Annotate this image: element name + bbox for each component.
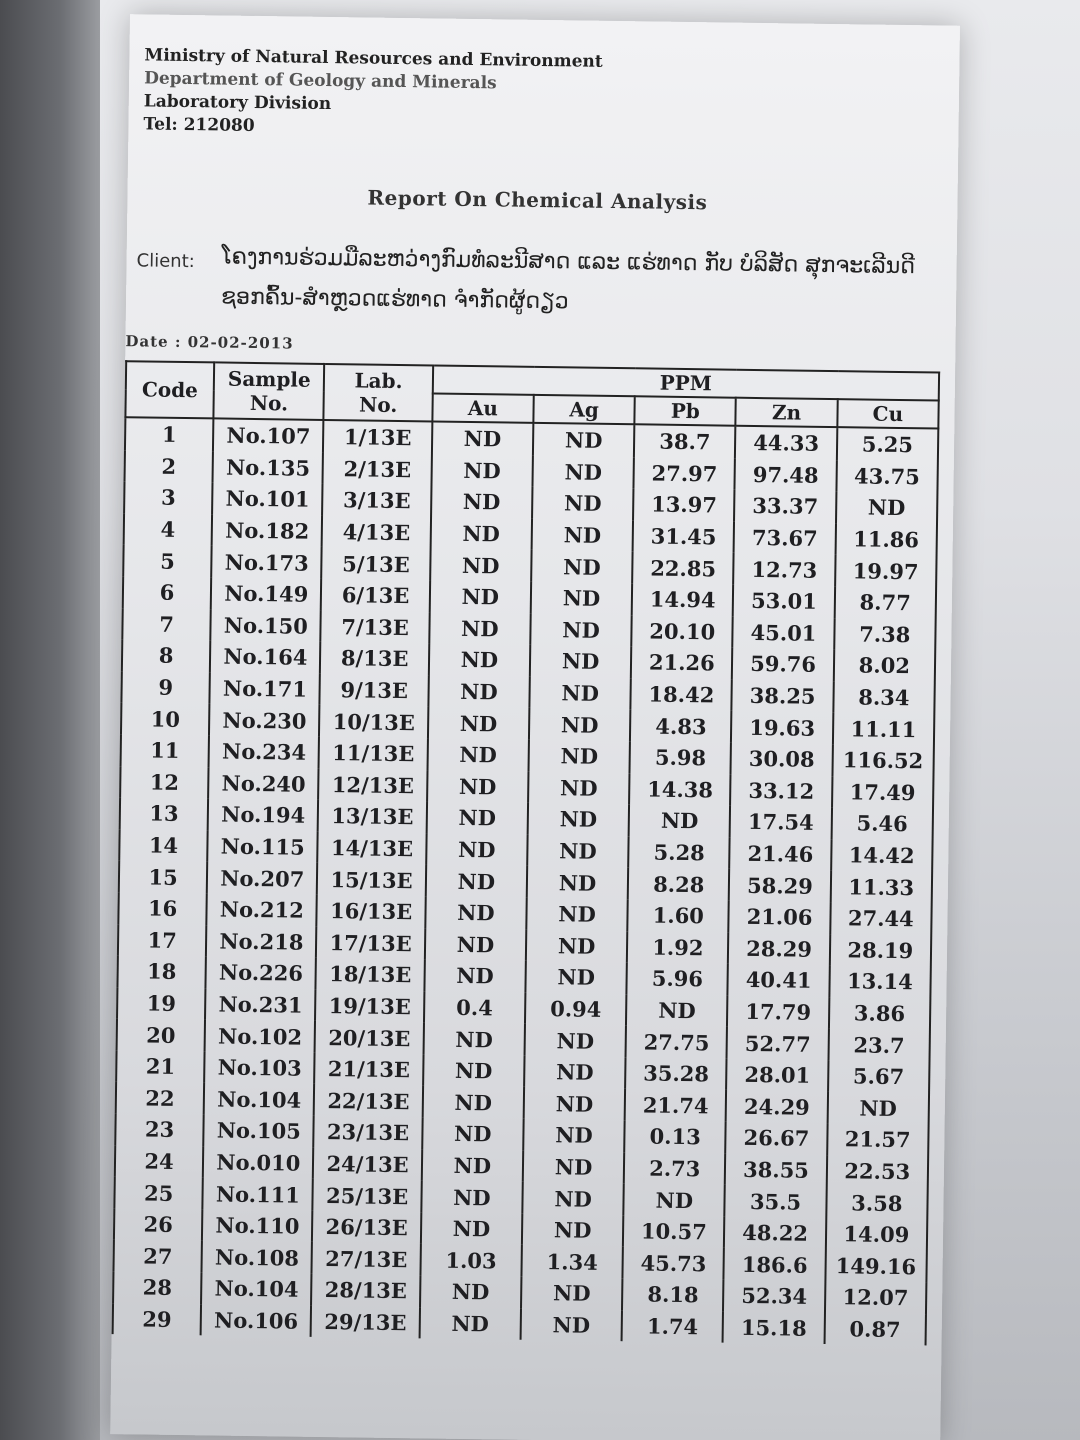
cell-zn: 38.25 [732, 679, 834, 712]
cell-pb: 20.10 [631, 615, 733, 648]
cell-ag: ND [521, 1277, 623, 1310]
cell-lab-no: 3/13E [323, 484, 432, 517]
cell-au: ND [421, 1212, 523, 1245]
cell-cu: 0.87 [824, 1313, 926, 1346]
cell-pb: 5.28 [628, 836, 730, 869]
cell-cu: 5.25 [837, 427, 939, 461]
cell-lab-no: 20/13E [315, 1021, 424, 1054]
cell-pb: 21.26 [631, 646, 733, 679]
cell-au: ND [429, 580, 531, 613]
cell-pb: 1.74 [622, 1310, 724, 1343]
cell-zn: 12.73 [734, 553, 836, 586]
cell-lab-no: 24/13E [313, 1148, 422, 1181]
cell-pb: 10.57 [623, 1215, 725, 1248]
cell-zn: 52.77 [727, 1027, 829, 1060]
cell-lab-no: 19/13E [315, 990, 424, 1023]
cell-lab-no: 10/13E [319, 705, 428, 738]
cell-au: ND [425, 928, 527, 961]
cell-ag: ND [522, 1214, 624, 1247]
cell-sample-no: No.106 [201, 1304, 312, 1337]
cell-lab-no: 16/13E [317, 895, 426, 928]
cell-zn: 26.67 [726, 1122, 828, 1155]
cell-code: 8 [122, 639, 211, 672]
cell-zn: 17.79 [727, 995, 829, 1028]
cell-code: 28 [113, 1271, 202, 1304]
cell-code: 5 [123, 545, 212, 578]
cell-sample-no: No.230 [209, 704, 320, 737]
cell-sample-no: No.107 [213, 418, 324, 452]
cell-au: ND [430, 549, 532, 582]
cell-au: ND [422, 1086, 524, 1119]
cell-lab-no: 28/13E [311, 1274, 420, 1307]
cell-zn: 59.76 [732, 648, 834, 681]
cell-lab-no: 5/13E [322, 547, 431, 580]
cell-cu: 23.7 [828, 1028, 930, 1061]
cell-sample-no: No.102 [205, 1020, 316, 1053]
header-sample-no [214, 362, 325, 420]
cell-zn: 21.06 [729, 901, 831, 934]
header-ppm: PPM [433, 365, 940, 400]
cell-au: ND [430, 517, 532, 550]
cell-ag: ND [528, 771, 630, 804]
cell-lab-no: 7/13E [321, 610, 430, 643]
cell-au: ND [419, 1307, 521, 1340]
cell-pb: 2.73 [624, 1152, 726, 1185]
cell-cu: 7.38 [834, 618, 936, 651]
cell-zn: 24.29 [726, 1090, 828, 1123]
telephone: Tel: 212080 [143, 114, 255, 136]
division-name: Laboratory Division [143, 91, 332, 115]
header-lab-line1: Lab. [354, 368, 403, 394]
cell-au: ND [424, 960, 526, 993]
cell-lab-no: 6/13E [321, 579, 430, 612]
cell-ag: ND [526, 929, 628, 962]
cell-pb: 13.97 [633, 488, 735, 521]
cell-code: 7 [122, 608, 211, 641]
cell-au: 0.4 [424, 991, 526, 1024]
cell-cu: 5.67 [828, 1060, 930, 1093]
header-code: Code [125, 361, 214, 418]
cell-code: 3 [124, 481, 213, 514]
header-lab-line2: No. [358, 392, 398, 417]
cell-ag: ND [531, 582, 633, 615]
cell-code: 15 [119, 860, 208, 893]
cell-code: 24 [115, 1145, 204, 1178]
cell-lab-no: 8/13E [320, 642, 429, 675]
cell-pb: 14.94 [632, 583, 734, 616]
cell-ag: ND [527, 835, 629, 868]
cell-ag: ND [529, 677, 631, 710]
cell-cu: 27.44 [830, 902, 932, 935]
client-label: Client: [136, 250, 195, 273]
cell-cu: 8.77 [834, 586, 936, 619]
cell-sample-no: No.226 [206, 956, 317, 989]
cell-pb: 5.98 [630, 741, 732, 774]
cell-ag: ND [532, 487, 634, 520]
cell-pb: 21.74 [625, 1089, 727, 1122]
cell-cu: 11.11 [833, 712, 935, 745]
header-lab-no [324, 364, 433, 422]
cell-zn: 52.34 [723, 1280, 825, 1313]
cell-sample-no: No.105 [203, 1114, 314, 1147]
cell-lab-no: 21/13E [315, 1053, 424, 1086]
cell-au: ND [422, 1117, 524, 1150]
cell-code: 10 [121, 702, 210, 735]
cell-zn: 33.12 [730, 774, 832, 807]
cell-sample-no: No.101 [212, 483, 323, 516]
cell-zn: 186.6 [724, 1248, 826, 1281]
cell-cu: 11.86 [835, 523, 937, 556]
cell-ag: ND [531, 550, 633, 583]
cell-lab-no: 13/13E [318, 800, 427, 833]
cell-cu: 5.46 [831, 807, 933, 840]
binder-edge [0, 0, 100, 1440]
cell-lab-no: 15/13E [317, 863, 426, 896]
header-au: Au [432, 393, 534, 422]
cell-sample-no: No.234 [209, 735, 320, 768]
cell-cu: 3.86 [829, 997, 931, 1030]
cell-zn: 73.67 [734, 521, 836, 554]
cell-lab-no: 4/13E [322, 516, 431, 549]
cell-pb: 8.18 [622, 1278, 724, 1311]
cell-code: 4 [124, 513, 213, 546]
cell-ag: ND [528, 803, 630, 836]
cell-cu: 3.58 [826, 1186, 928, 1219]
cell-pb: 18.42 [631, 678, 733, 711]
cell-ag: ND [524, 1056, 626, 1089]
cell-cu: 11.33 [830, 870, 932, 903]
cell-cu: 14.09 [826, 1218, 928, 1251]
cell-code: 2 [125, 450, 214, 483]
cell-ag: ND [532, 455, 634, 488]
report-page [110, 14, 960, 1440]
header-ag: Ag [533, 395, 635, 424]
cell-pb: 5.96 [627, 962, 729, 995]
cell-code: 20 [117, 1018, 206, 1051]
cell-cu: 12.07 [825, 1281, 927, 1314]
table-body [113, 417, 939, 1345]
cell-ag: ND [530, 613, 632, 646]
header-pb: Pb [635, 396, 737, 425]
cell-sample-no: No.212 [207, 893, 318, 926]
cell-lab-no: 18/13E [316, 958, 425, 991]
cell-au: ND [425, 865, 527, 898]
cell-pb: 22.85 [632, 552, 734, 585]
cell-cu: 21.57 [827, 1123, 929, 1156]
cell-ag: 1.34 [521, 1245, 623, 1278]
cell-lab-no: 27/13E [312, 1242, 421, 1275]
cell-cu: 116.52 [832, 744, 934, 777]
report-date: Date : 02-02-2013 [125, 332, 294, 353]
cell-cu: 17.49 [832, 776, 934, 809]
cell-cu: ND [836, 491, 938, 524]
cell-cu: 22.53 [826, 1155, 928, 1188]
cell-code: 16 [118, 892, 207, 925]
cell-code: 18 [117, 955, 206, 988]
cell-ag: ND [532, 519, 634, 552]
cell-au: ND [427, 770, 529, 803]
cell-ag: ND [521, 1308, 623, 1341]
cell-pb: 27.75 [626, 1026, 728, 1059]
cell-code: 22 [116, 1082, 205, 1115]
cell-zn: 33.37 [734, 490, 836, 523]
cell-ag: ND [525, 961, 627, 994]
cell-code: 13 [120, 797, 209, 830]
cell-sample-no: No.110 [202, 1209, 313, 1242]
cell-sample-no: No.115 [207, 830, 318, 863]
cell-sample-no: No.240 [208, 767, 319, 800]
cell-lab-no: 29/13E [311, 1305, 420, 1338]
cell-ag: ND [526, 898, 628, 931]
cell-lab-no: 11/13E [319, 737, 428, 770]
cell-sample-no: No.108 [202, 1241, 313, 1274]
cell-au: ND [422, 1149, 524, 1182]
cell-lab-no: 14/13E [318, 832, 427, 865]
cell-sample-no: No.171 [210, 672, 321, 705]
cell-au: ND [431, 454, 533, 487]
cell-ag: ND [530, 645, 632, 678]
cell-zn: 45.01 [733, 616, 835, 649]
cell-code: 21 [116, 1050, 205, 1083]
cell-pb: 0.13 [624, 1120, 726, 1153]
cell-sample-no: No.173 [211, 546, 322, 579]
cell-ag: ND [524, 1087, 626, 1120]
cell-pb: 8.28 [628, 868, 730, 901]
cell-pb: ND [624, 1183, 726, 1216]
cell-lab-no: 25/13E [313, 1179, 422, 1212]
cell-lab-no: 1/13E [323, 420, 432, 454]
header-zn: Zn [736, 398, 838, 427]
cell-cu: 28.19 [830, 934, 932, 967]
cell-ag: ND [529, 708, 631, 741]
cell-zn: 28.29 [728, 932, 830, 965]
cell-zn: 58.29 [729, 869, 831, 902]
cell-code: 29 [113, 1303, 202, 1336]
cell-code: 12 [120, 766, 209, 799]
cell-pb: 31.45 [633, 520, 735, 553]
cell-au: ND [429, 644, 531, 677]
header-sample-line1: Sample [227, 366, 311, 392]
report-title: Report On Chemical Analysis [367, 185, 708, 215]
cell-lab-no: 26/13E [312, 1211, 421, 1244]
cell-au: ND [429, 612, 531, 645]
cell-sample-no: No.231 [205, 988, 316, 1021]
cell-pb: 27.97 [634, 457, 736, 490]
cell-pb: ND [626, 994, 728, 1027]
cell-ag: ND [522, 1182, 624, 1215]
cell-au: ND [425, 896, 527, 929]
cell-pb: 14.38 [629, 773, 731, 806]
cell-sample-no: No.135 [213, 451, 324, 484]
cell-cu: 19.97 [835, 554, 937, 587]
cell-zn: 15.18 [723, 1311, 825, 1344]
analysis-table [112, 360, 941, 1346]
cell-au: ND [421, 1181, 523, 1214]
cell-sample-no: No.207 [207, 862, 318, 895]
cell-code: 26 [114, 1208, 203, 1241]
cell-zn: 35.5 [725, 1185, 827, 1218]
cell-pb: 35.28 [625, 1057, 727, 1090]
cell-cu: 8.02 [833, 649, 935, 682]
cell-lab-no: 2/13E [323, 453, 432, 486]
cell-pb: ND [629, 804, 731, 837]
cell-ag: ND [528, 740, 630, 773]
cell-sample-no: No.104 [201, 1272, 312, 1305]
cell-lab-no: 23/13E [314, 1116, 423, 1149]
cell-cu: 13.14 [829, 965, 931, 998]
cell-code: 19 [117, 987, 206, 1020]
cell-sample-no: No.111 [203, 1178, 314, 1211]
cell-cu: 8.34 [833, 681, 935, 714]
cell-code: 17 [118, 924, 207, 957]
cell-cu: 43.75 [836, 460, 938, 493]
cell-ag: ND [527, 866, 629, 899]
client-name: ໂຄງການຮ່ວມມືລະຫວ່າງກົມທໍລະນີສາດ ແລະ ແຮ່ທາດ ກັບ ບໍລິສັດ ສຸກຈະເລີນດີ ຊອກຄົ້ນ-ສຳຫຼວດແຮ່ທາດ ຈຳກັດຜູ້ດຽວ [220, 244, 916, 315]
cell-zn: 40.41 [728, 964, 830, 997]
cell-lab-no: 17/13E [316, 926, 425, 959]
cell-pb: 45.73 [623, 1247, 725, 1280]
department-name: Department of Geology and Minerals [144, 68, 497, 94]
cell-code: 9 [121, 671, 210, 704]
cell-ag: ND [523, 1119, 625, 1152]
cell-sample-no: No.149 [211, 577, 322, 610]
cell-code: 14 [119, 829, 208, 862]
cell-sample-no: No.010 [203, 1146, 314, 1179]
header-sample-line2: No. [249, 390, 289, 416]
cell-au: ND [423, 1023, 525, 1056]
cell-zn: 28.01 [727, 1059, 829, 1092]
cell-ag: ND [523, 1150, 625, 1183]
cell-sample-no: No.218 [206, 925, 317, 958]
cell-au: 1.03 [420, 1244, 522, 1277]
cell-lab-no: 9/13E [320, 674, 429, 707]
cell-au: ND [427, 738, 529, 771]
cell-pb: 1.60 [627, 899, 729, 932]
cell-lab-no: 22/13E [314, 1084, 423, 1117]
cell-cu: 149.16 [825, 1249, 927, 1282]
cell-au: ND [428, 675, 530, 708]
cell-sample-no: No.150 [211, 609, 322, 642]
cell-zn: 19.63 [731, 711, 833, 744]
cell-au: ND [420, 1275, 522, 1308]
cell-ag: 0.94 [525, 993, 627, 1026]
cell-zn: 53.01 [733, 585, 835, 618]
cell-code: 6 [123, 576, 212, 609]
cell-zn: 17.54 [730, 806, 832, 839]
cell-au: ND [426, 802, 528, 835]
cell-au: ND [432, 421, 534, 455]
cell-pb: 1.92 [627, 931, 729, 964]
cell-au: ND [423, 1054, 525, 1087]
header-cu: Cu [837, 399, 939, 428]
cell-ag: ND [533, 423, 635, 457]
cell-au: ND [431, 486, 533, 519]
ministry-name: Ministry of Natural Resources and Environment [144, 45, 603, 72]
cell-sample-no: No.164 [210, 641, 321, 674]
cell-code: 27 [113, 1240, 202, 1273]
cell-zn: 38.55 [725, 1153, 827, 1186]
cell-zn: 97.48 [735, 458, 837, 491]
cell-zn: 21.46 [730, 837, 832, 870]
cell-au: ND [428, 707, 530, 740]
cell-sample-no: No.103 [204, 1051, 315, 1084]
cell-cu: ND [827, 1092, 929, 1125]
cell-zn: 30.08 [731, 743, 833, 776]
cell-pb: 4.83 [630, 710, 732, 743]
cell-zn: 48.22 [724, 1216, 826, 1249]
cell-ag: ND [525, 1024, 627, 1057]
cell-au: ND [426, 833, 528, 866]
cell-sample-no: No.104 [204, 1083, 315, 1116]
cell-sample-no: No.194 [208, 798, 319, 831]
cell-lab-no: 12/13E [319, 768, 428, 801]
cell-sample-no: No.182 [212, 514, 323, 547]
cell-code: 25 [114, 1176, 203, 1209]
cell-code: 23 [115, 1113, 204, 1146]
letterhead [143, 44, 603, 142]
cell-pb: 38.7 [634, 424, 736, 458]
cell-zn: 44.33 [735, 426, 837, 460]
cell-code: 1 [125, 417, 214, 451]
cell-cu: 14.42 [831, 839, 933, 872]
cell-code: 11 [121, 734, 210, 767]
